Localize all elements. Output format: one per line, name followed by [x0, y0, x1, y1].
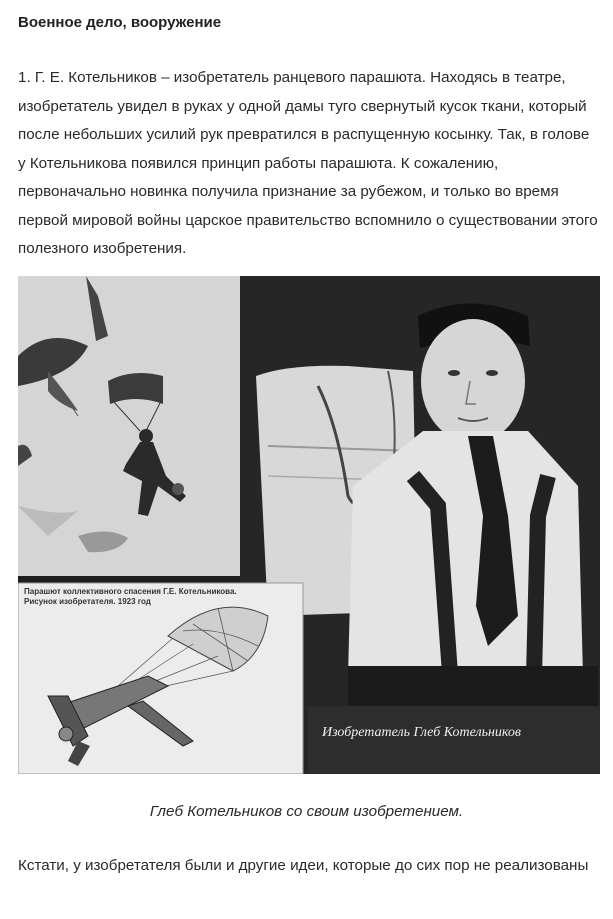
paragraph-other-ideas: Кстати, у изобретателя были и другие идеи, которые до сих пор не реализованы	[18, 857, 589, 874]
sky-parachutists-panel	[18, 276, 240, 576]
inset-caption-line1: Парашют коллективного спасения Г.Е. Котельникова.	[24, 587, 237, 596]
historical-photo-collage	[18, 276, 600, 774]
photo-caption: Глеб Котельников со своим изобретением.	[149, 803, 464, 820]
portrait-caption: Изобретатель Глеб Котельников	[322, 725, 522, 740]
inset-drawing	[18, 583, 303, 774]
inset-caption-line2: Рисунок изобретателя. 1923 год	[24, 597, 151, 606]
section-heading: Военное дело, вооружение	[18, 14, 222, 31]
paragraph-kotelnikov: 1. Г. Е. Котельников – изобретатель ранцевого парашюта. Находясь в театре, изобретатель увидел в руках у одной дамы туго свернутый кусок ткани, который после небольших усилий рук превратился в распущенную косынку. Так, в голове у Котельникова появился принцип работы парашюта. К сожалению, первоначально новинка получила признание за рубежом, и только во время первой мировой войны царское правительство вспомнило о существовании этого полезного изобретения.	[18, 69, 598, 257]
